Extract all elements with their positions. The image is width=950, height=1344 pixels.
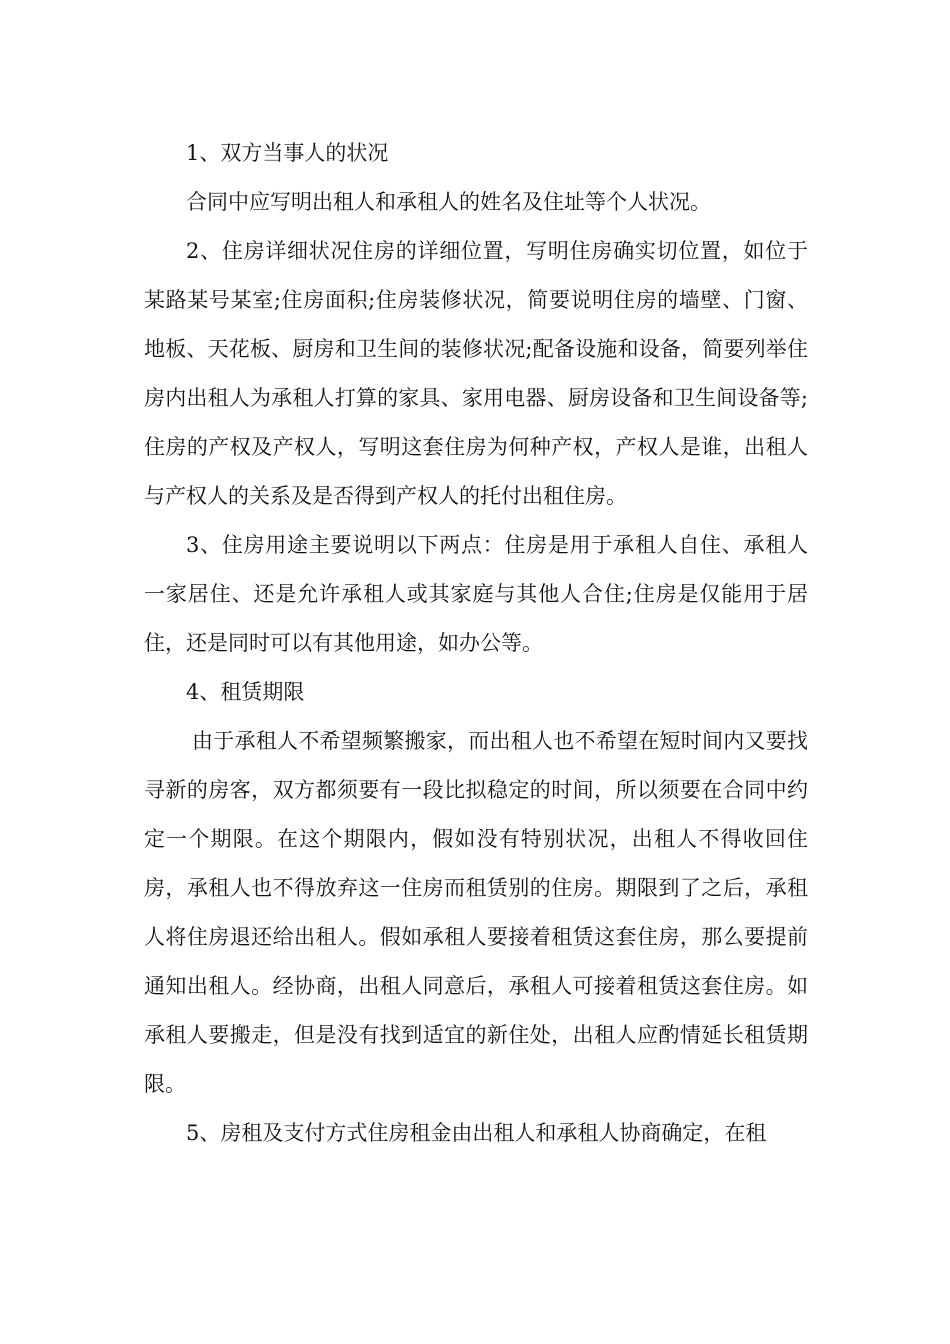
paragraph-section-4-heading: 4、租赁期限 [186,680,305,704]
paragraph-section-2: 2、住房详细状况住房的详细位置，写明住房确实切位置，如位于某路某号某室;住房面积;住房装修状况，简要说明住房的墙壁、门窗、地板、天花板、厨房和卫生间的装修状况;配备设施和设备，简要列举住房内出租人为承租人打算的家具、家用电器、厨房设备和卫生间设备等;住房的产权及产权人，写明这套住房为何种产权，产权人是谁，出租人与产权人的关系及是否得到产权人的托付出租住房。 [144,239,808,508]
paragraph-section-1-body: 合同中应写明出租人和承租人的姓名及住址等个人状况。 [186,190,711,214]
paragraph-section-1-heading: 1、双方当事人的状况 [186,141,389,165]
paragraph-section-3: 3、住房用途主要说明以下两点：住房是用于承租人自住、承租人一家居住、还是允许承租人或其家庭与其他人合住;住房是仅能用于居住，还是同时可以有其他用途，如办公等。 [144,533,808,655]
paragraph-section-5: 5、房租及支付方式住房租金由出租人和承租人协商确定，在租 [186,1121,767,1145]
document-body [144,129,808,1158]
paragraph-section-4-body: 由于承租人不希望频繁搬家，而出租人也不希望在短时间内又要找寻新的房客，双方都须要有一段比拟稳定的时间，所以须要在合同中约定一个期限。在这个期限内，假如没有特别状况，出租人不得收回住房，承租人也不得放弃这一住房而租赁别的住房。期限到了之后，承租人将住房退还给出租人。假如承租人要接着租赁这套住房，那么要提前通知出租人。经协商，出租人同意后，承租人可接着租赁这套住房。如承租人要搬走，但是没有找到适宜的新住处，出租人应酌情延长租赁期限。 [144,729,808,1096]
